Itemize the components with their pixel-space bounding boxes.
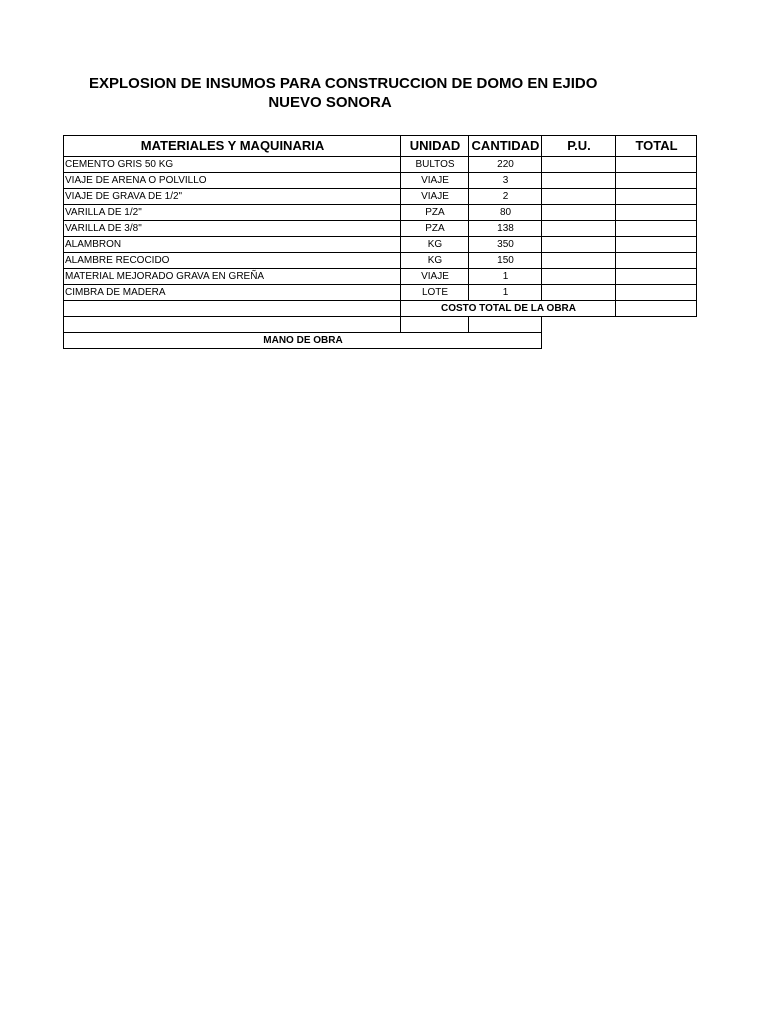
blank-cell-unit	[401, 317, 469, 333]
cell-material: ALAMBRE RECOCIDO	[64, 253, 401, 269]
table-row	[64, 285, 697, 301]
cell-total	[616, 253, 697, 269]
table-row	[64, 173, 697, 189]
cell-unit-price	[542, 253, 616, 269]
cell-total	[616, 173, 697, 189]
blank-cell-quantity	[469, 317, 542, 333]
title-line-1: EXPLOSION DE INSUMOS PARA CONSTRUCCION DE DOMO EN EJIDO	[89, 75, 598, 92]
cell-total	[616, 221, 697, 237]
cell-material: VARILLA DE 1/2"	[64, 205, 401, 221]
cell-quantity: 1	[469, 269, 542, 285]
table-row	[64, 269, 697, 285]
document-title	[60, 74, 600, 112]
cell-unit: KG	[401, 237, 469, 253]
cell-total	[616, 237, 697, 253]
header-quantity: CANTIDAD	[469, 136, 542, 157]
cell-unit: BULTOS	[401, 157, 469, 173]
header-materials: MATERIALES Y MAQUINARIA	[64, 136, 401, 157]
labor-blank-unit-price	[542, 333, 616, 349]
cell-unit-price	[542, 205, 616, 221]
total-cost-value	[616, 301, 697, 317]
cell-total	[616, 285, 697, 301]
cell-unit: VIAJE	[401, 173, 469, 189]
cell-quantity: 1	[469, 285, 542, 301]
table-row	[64, 205, 697, 221]
cell-unit: KG	[401, 253, 469, 269]
cell-material: VARILLA DE 3/8"	[64, 221, 401, 237]
cell-material: VIAJE DE GRAVA DE 1/2"	[64, 189, 401, 205]
labor-row	[64, 333, 697, 349]
cell-unit-price	[542, 173, 616, 189]
total-cost-label: COSTO TOTAL DE LA OBRA	[401, 301, 616, 317]
cell-unit-price	[542, 269, 616, 285]
table-header-row	[64, 136, 697, 157]
cell-quantity: 3	[469, 173, 542, 189]
title-line-2: NUEVO SONORA	[268, 94, 392, 111]
blank-row	[64, 317, 697, 333]
cell-unit: VIAJE	[401, 189, 469, 205]
cell-unit: LOTE	[401, 285, 469, 301]
cell-quantity: 350	[469, 237, 542, 253]
cell-material: MATERIAL MEJORADO GRAVA EN GREÑA	[64, 269, 401, 285]
cell-unit: VIAJE	[401, 269, 469, 285]
cell-unit: PZA	[401, 221, 469, 237]
blank-cell-unit-price	[542, 317, 616, 333]
table-row	[64, 157, 697, 173]
blank-cell-material	[64, 317, 401, 333]
cell-material: ALAMBRON	[64, 237, 401, 253]
cell-total	[616, 189, 697, 205]
blank-cell-total	[616, 317, 697, 333]
cell-unit: PZA	[401, 205, 469, 221]
table-row	[64, 221, 697, 237]
cell-quantity: 138	[469, 221, 542, 237]
cell-material: CIMBRA DE MADERA	[64, 285, 401, 301]
cell-total	[616, 269, 697, 285]
table-row	[64, 237, 697, 253]
header-unit-price: P.U.	[542, 136, 616, 157]
cell-quantity: 80	[469, 205, 542, 221]
cell-unit-price	[542, 237, 616, 253]
cell-quantity: 2	[469, 189, 542, 205]
cell-unit-price	[542, 285, 616, 301]
cell-unit-price	[542, 221, 616, 237]
cell-quantity: 150	[469, 253, 542, 269]
cell-total	[616, 157, 697, 173]
header-total: TOTAL	[616, 136, 697, 157]
total-cost-blank	[64, 301, 401, 317]
cell-total	[616, 205, 697, 221]
cell-material: CEMENTO GRIS 50 KG	[64, 157, 401, 173]
cell-unit-price	[542, 157, 616, 173]
materials-table	[63, 135, 697, 349]
cell-quantity: 220	[469, 157, 542, 173]
table-row	[64, 189, 697, 205]
header-unit: UNIDAD	[401, 136, 469, 157]
cell-material: VIAJE DE ARENA O POLVILLO	[64, 173, 401, 189]
labor-label: MANO DE OBRA	[64, 333, 542, 349]
labor-blank-total	[616, 333, 697, 349]
cell-unit-price	[542, 189, 616, 205]
table-row	[64, 253, 697, 269]
total-cost-row	[64, 301, 697, 317]
